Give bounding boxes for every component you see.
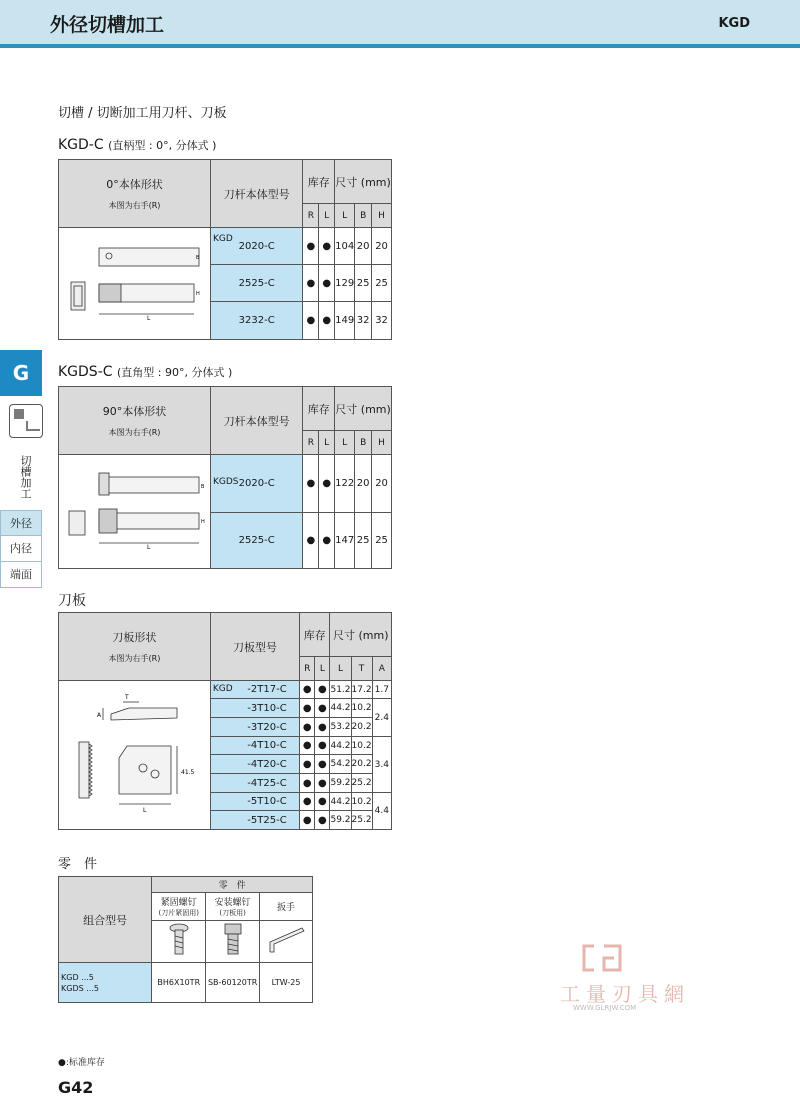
table3-row-0-model: KGD -2T17-C (210, 681, 299, 699)
page-title: 外径切槽加工 (50, 14, 165, 36)
size-t-1: 10.2 (351, 699, 372, 718)
wrench-header: 扳手 (260, 893, 313, 921)
svg-text:B: B (201, 484, 205, 490)
size-t-2: 20.2 (351, 718, 372, 737)
size-t-5: 25.2 (351, 774, 372, 793)
stock-l-1: ● (319, 265, 335, 302)
size-header: 尺寸 (mm) (335, 160, 392, 204)
col-a: A (372, 657, 391, 681)
stock-r-1: ● (300, 699, 315, 718)
size-header: 尺寸 (mm) (330, 613, 392, 657)
size-l-0: 104 (335, 228, 355, 265)
label-a: A (97, 711, 102, 719)
series-code: KGD (718, 16, 750, 31)
stock-l-6: ● (315, 793, 330, 811)
size-l-0: 51.2 (330, 681, 351, 699)
size-l-7: 59.2 (330, 811, 351, 830)
size-a-6: 4.4 (372, 793, 391, 830)
stock-r-3: ● (300, 737, 315, 755)
shape-header: 0°本体形状 本图为右手(R) (59, 160, 211, 228)
stock-r-1: ● (303, 512, 319, 569)
page-number: G42 (58, 1078, 94, 1097)
wrench-icon (260, 921, 313, 963)
label-dim: 41.5 (181, 768, 195, 776)
stock-l-7: ● (315, 811, 330, 830)
size-b-1: 25 (355, 512, 372, 569)
table3-row-7-model: -5T25-C (210, 811, 299, 830)
size-h-2: 32 (372, 302, 392, 340)
col-r: R (303, 204, 319, 228)
stock-l-0: ● (319, 455, 335, 513)
stock-r-4: ● (300, 755, 315, 774)
stock-l-2: ● (315, 718, 330, 737)
col-l-stock: L (319, 431, 335, 455)
shape-header: 刀板形状 本图为右手(R) (59, 613, 211, 681)
col-b: B (355, 204, 372, 228)
table3-title: 刀板 (58, 593, 86, 609)
size-l-1: 147 (335, 512, 355, 569)
size-l-2: 53.2 (330, 718, 351, 737)
grooving-icon (9, 404, 43, 438)
clamp-screw-icon (152, 921, 206, 963)
size-t-7: 25.2 (351, 811, 372, 830)
col-h: H (372, 204, 392, 228)
model-header: 刀杆本体型号 (210, 387, 302, 455)
stock-l-5: ● (315, 774, 330, 793)
size-b-1: 25 (355, 265, 372, 302)
chapter-tab-g[interactable]: G (0, 350, 42, 396)
col-l: L (330, 657, 351, 681)
table2-holders (58, 386, 392, 569)
wrench-value: LTW-25 (260, 963, 313, 1003)
table3-blades (58, 612, 392, 830)
stock-l-3: ● (315, 737, 330, 755)
stock-r-1: ● (303, 265, 319, 302)
watermark-text: 工量刃具網 (560, 982, 690, 1006)
stock-r-2: ● (300, 718, 315, 737)
size-b-2: 32 (355, 302, 372, 340)
svg-text:B: B (196, 255, 200, 261)
side-nav-inner[interactable]: 内径 (0, 536, 42, 562)
col-l-stock: L (319, 204, 335, 228)
screw-header: 紧固螺钉 (刀片紧固用) (152, 893, 206, 921)
svg-text:L: L (147, 544, 151, 551)
size-t-3: 10.2 (351, 737, 372, 755)
size-h-1: 25 (372, 265, 392, 302)
table1-row-0-model: KGD 2020-C (210, 228, 302, 265)
clamp-screw-value: BH6X10TR (152, 963, 206, 1003)
page-header (0, 0, 800, 48)
stock-r-0: ● (303, 228, 319, 265)
col-b: B (355, 431, 372, 455)
table3-row-6-model: -5T10-C (210, 793, 299, 811)
table2-title: KGDS-C (直角型 : 90°, 分体式 ) (58, 364, 233, 380)
stock-r-0: ● (303, 455, 319, 513)
size-h-0: 20 (372, 455, 392, 513)
stock-l-1: ● (319, 512, 335, 569)
table3-row-2-model: -3T20-C (210, 718, 299, 737)
size-t-0: 17.2 (351, 681, 372, 699)
stock-r-6: ● (300, 793, 315, 811)
size-l-4: 54.2 (330, 755, 351, 774)
size-a-1: 2.4 (372, 699, 391, 737)
stock-r-0: ● (300, 681, 315, 699)
size-l-2: 149 (335, 302, 355, 340)
size-a-0: 1.7 (372, 681, 391, 699)
col-h: H (372, 431, 392, 455)
table1-row-1-model: 2525-C (210, 265, 302, 302)
size-a-3: 3.4 (372, 737, 391, 793)
stock-r-7: ● (300, 811, 315, 830)
blade-drawing (59, 681, 211, 830)
stock-l-0: ● (319, 228, 335, 265)
stock-l-2: ● (319, 302, 335, 340)
stock-r-2: ● (303, 302, 319, 340)
model-header: 刀板型号 (210, 613, 299, 681)
table1-row-2-model: 3232-C (210, 302, 302, 340)
size-t-4: 20.2 (351, 755, 372, 774)
stock-header: 库存 (300, 613, 330, 657)
col-r: R (303, 431, 319, 455)
watermark-url: WWW.GLRJW.COM (573, 1004, 637, 1012)
svg-text:H: H (196, 291, 201, 297)
parts-group-header: 零 件 (152, 877, 313, 893)
mount-screw-header: 安装螺钉 (刀板用) (206, 893, 260, 921)
size-l-6: 44.2 (330, 793, 351, 811)
stock-r-5: ● (300, 774, 315, 793)
section-heading: 切槽 / 切断加工用刀杆、刀板 (58, 106, 227, 121)
stock-l-4: ● (315, 755, 330, 774)
table3-row-5-model: -4T25-C (210, 774, 299, 793)
stock-header: 库存 (303, 160, 335, 204)
col-l: L (335, 431, 355, 455)
shape-header: 90°本体形状 本图为右手(R) (59, 387, 211, 455)
svg-text:L: L (147, 315, 151, 322)
chapter-vertical-label: 切槽加工 (19, 455, 32, 499)
size-header: 尺寸 (mm) (335, 387, 392, 431)
size-l-1: 129 (335, 265, 355, 302)
table3-row-3-model: -4T10-C (210, 737, 299, 755)
svg-text:H: H (201, 519, 206, 525)
col-t: T (351, 657, 372, 681)
size-l-3: 44.2 (330, 737, 351, 755)
size-t-6: 10.2 (351, 793, 372, 811)
table1-title: KGD-C (直柄型 : 0°, 分体式 ) (58, 137, 217, 153)
table3-row-4-model: -4T20-C (210, 755, 299, 774)
side-nav-face[interactable]: 端面 (0, 562, 42, 588)
stock-l-0: ● (315, 681, 330, 699)
table1-holders (58, 159, 392, 340)
size-h-1: 25 (372, 512, 392, 569)
parts-title: 零 件 (58, 857, 98, 872)
stock-header: 库存 (303, 387, 335, 431)
size-l-0: 122 (335, 455, 355, 513)
holder-drawing-90deg (59, 455, 211, 569)
mount-screw-icon (206, 921, 260, 963)
size-b-0: 20 (355, 228, 372, 265)
parts-table (58, 876, 313, 1003)
col-l: L (335, 204, 355, 228)
size-l-1: 44.2 (330, 699, 351, 718)
side-nav (0, 510, 42, 588)
combo-models: KGD ...5 KGDS ...5 (59, 963, 152, 1003)
mount-screw-value: SB-60120TR (206, 963, 260, 1003)
col-r: R (300, 657, 315, 681)
table2-row-1-model: 2525-C (210, 512, 302, 569)
size-h-0: 20 (372, 228, 392, 265)
table2-row-0-model: KGDS 2020-C (210, 455, 302, 513)
col-l-stock: L (315, 657, 330, 681)
holder-drawing-0deg (59, 228, 211, 340)
size-b-0: 20 (355, 455, 372, 513)
model-header: 刀杆本体型号 (210, 160, 302, 228)
size-l-5: 59.2 (330, 774, 351, 793)
combo-header: 组合型号 (59, 877, 152, 963)
label-l: L (143, 806, 147, 814)
footnote: ●:标准库存 (58, 1058, 105, 1068)
table3-row-1-model: -3T10-C (210, 699, 299, 718)
label-t: T (125, 693, 130, 701)
side-nav-outer[interactable]: 外径 (0, 510, 42, 536)
stock-l-1: ● (315, 699, 330, 718)
